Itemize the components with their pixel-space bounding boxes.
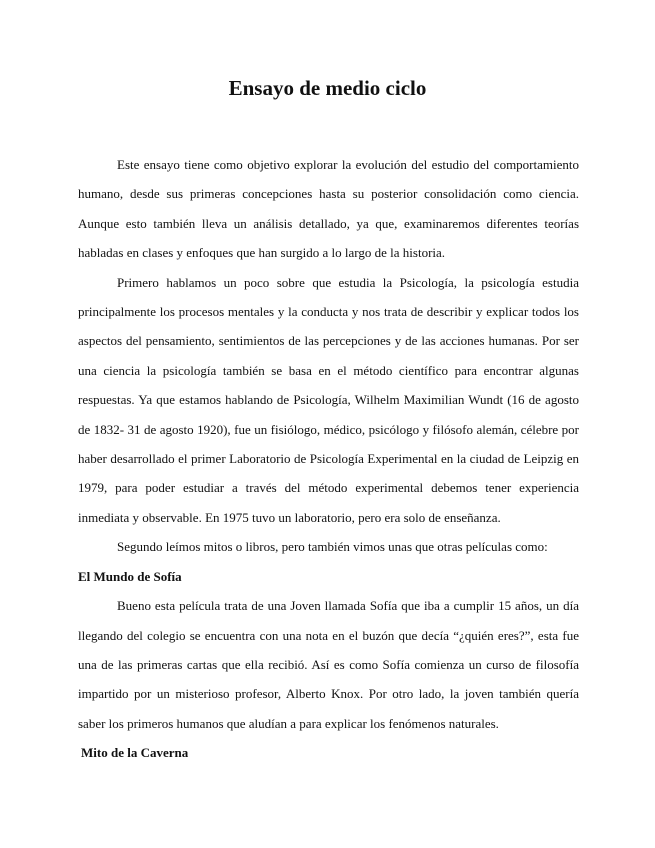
document-body: [78, 150, 579, 768]
document-title: Ensayo de medio ciclo: [228, 76, 427, 100]
section-heading-mito-caverna: Mito de la Caverna: [81, 745, 189, 761]
paragraph-psychology: Primero hablamos un poco sobre que estudia la Psicología, la psicología estudia principalmente los procesos mentales y la conducta y nos trata de describir y explicar todos los aspectos del pensamiento, sentimientos de las percepciones y de las acciones humanas. Por ser una ciencia la psicología también se basa en el método científico para encontrar algunas respuestas. Ya que estamos hablando de Psicología, Wilhelm Maximilian Wundt (16 de agosto de 1832- 31 de agosto 1920), fue un fisiólogo, médico, psicólogo y filósofo alemán, célebre por haber desarrollado el primer Laboratorio de Psicología Experimental en la ciudad de Leipzig en 1979, para poder estudiar a través del método experimental debemos tener experiencia inmediata y observable. En 1975 tuvo un laboratorio, pero era solo de enseñanza.: [78, 274, 579, 525]
paragraph-films-intro: Segundo leímos mitos o libros, pero también vimos unas que otras películas como:: [117, 539, 548, 555]
paragraph-intro: Este ensayo tiene como objetivo explorar la evolución del estudio del comportamiento humano, desde sus primeras concepciones hasta su posterior consolidación como ciencia. Aunque esto también lleva un análisis detallado, ya que, examinaremos diferentes teorías habladas en clases y enfoques que han surgido a lo largo de la historia.: [78, 157, 579, 261]
paragraph-mundo-de-sofia: Bueno esta película trata de una Joven llamada Sofía que iba a cumplir 15 años, un día llegando del colegio se encuentra con una nota en el buzón que decía “¿quién eres?”, esta fue una de las primeras cartas que ella recibió. Así es como Sofía comienza un curso de filosofía impartido por un misterioso profesor, Alberto Knox. Por otro lado, la joven también quería saber los primeros humanos que aludían a para explicar los fenómenos naturales.: [78, 598, 579, 731]
section-heading-mundo-de-sofia: El Mundo de Sofía: [78, 568, 182, 584]
